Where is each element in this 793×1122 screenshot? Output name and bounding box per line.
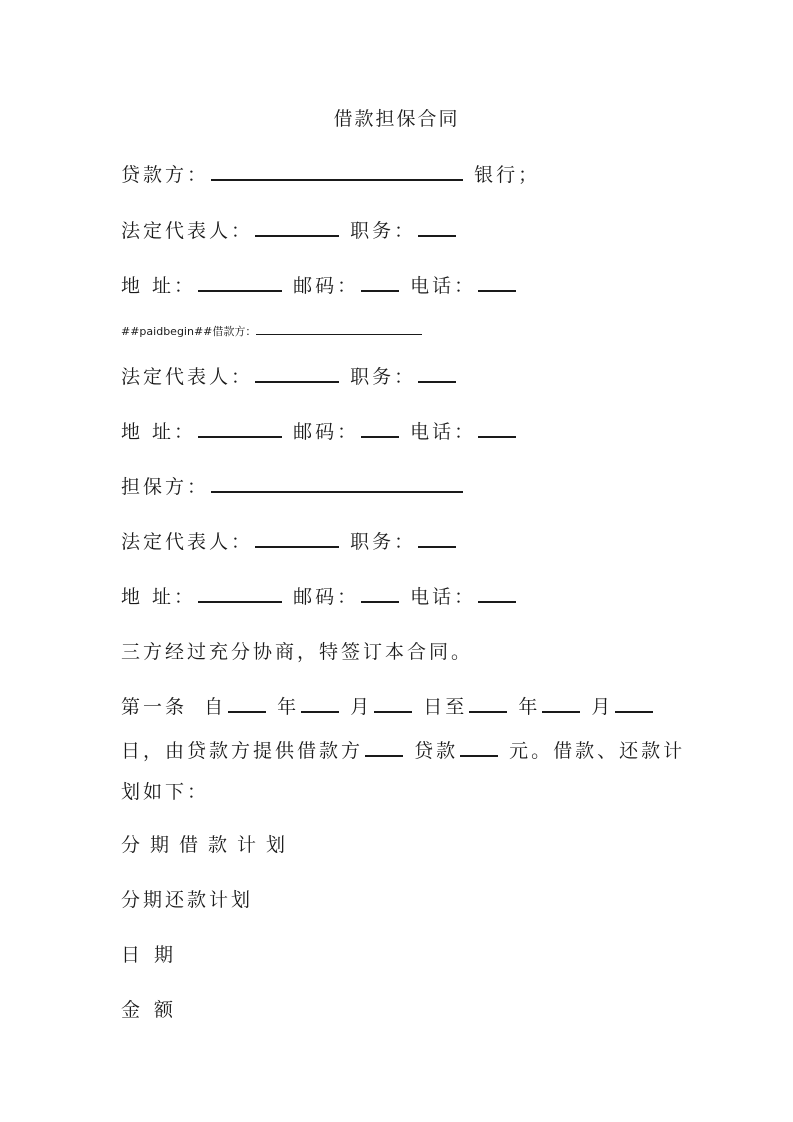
article-1-line-2	[121, 736, 685, 763]
legal-rep-blank[interactable]	[255, 221, 339, 237]
start-month-blank[interactable]	[301, 697, 339, 713]
legal-rep-blank[interactable]	[255, 532, 339, 548]
phone-label: 电话：	[410, 421, 477, 443]
phone-label: 电话：	[410, 586, 477, 608]
address-blank[interactable]	[198, 587, 282, 603]
article-1-line-1	[121, 692, 655, 719]
guarantor-name-blank[interactable]	[211, 477, 463, 493]
legal-rep-label: 法定代表人：	[121, 366, 254, 388]
lender-name-blank[interactable]	[211, 165, 463, 181]
start-year-blank[interactable]	[228, 697, 266, 713]
address-label: 地 址：	[121, 421, 197, 443]
lender-label: 贷款方：	[121, 164, 210, 186]
postcode-blank[interactable]	[361, 587, 399, 603]
phone-label: 电话：	[410, 275, 477, 297]
legal-rep-blank[interactable]	[255, 367, 339, 383]
borrower-label: ##paidbegin##借款方：	[121, 325, 257, 338]
page-title: 借款担保合同	[333, 108, 460, 130]
year-label: 年	[518, 696, 541, 718]
borrower-name-blank[interactable]	[256, 326, 422, 335]
address-blank[interactable]	[198, 422, 282, 438]
guarantor-line	[121, 472, 465, 499]
postcode-label: 邮码：	[293, 275, 360, 297]
position-label: 职务：	[350, 531, 417, 553]
article-1-text-a: 日，由贷款方提供借款方	[121, 740, 364, 762]
loan-amount-blank[interactable]	[460, 741, 498, 757]
start-day-blank[interactable]	[374, 697, 412, 713]
legal-rep-label: 法定代表人：	[121, 220, 254, 242]
address-blank[interactable]	[198, 276, 282, 292]
month-label: 月	[591, 696, 614, 718]
article-1-text-b: 贷款	[414, 740, 459, 762]
day-to-label: 日至	[423, 696, 468, 718]
agreement-paragraph: 三方经过充分协商，特签订本合同。	[121, 641, 474, 663]
lender-line	[121, 160, 540, 187]
end-month-blank[interactable]	[542, 697, 580, 713]
phone-blank[interactable]	[478, 276, 516, 292]
position-blank[interactable]	[418, 532, 456, 548]
borrower-address-line	[121, 417, 518, 444]
postcode-blank[interactable]	[361, 422, 399, 438]
month-label: 月	[350, 696, 373, 718]
article-1-text-c: 元。借款、还款计	[509, 740, 686, 762]
postcode-label: 邮码：	[293, 421, 360, 443]
guarantor-address-line	[121, 582, 518, 609]
position-blank[interactable]	[418, 221, 456, 237]
address-label: 地 址：	[121, 275, 197, 297]
position-label: 职务：	[350, 220, 417, 242]
guarantor-label: 担保方：	[121, 476, 210, 498]
date-column-label: 日期	[121, 944, 188, 966]
borrower-legal-rep-line	[121, 362, 458, 389]
guarantor-legal-rep-line	[121, 527, 458, 554]
postcode-blank[interactable]	[361, 276, 399, 292]
article-1-label: 第一条	[121, 696, 188, 718]
borrower-blank[interactable]	[365, 741, 403, 757]
end-year-blank[interactable]	[469, 697, 507, 713]
lender-address-line	[121, 271, 518, 298]
article-1-line-3: 划如下：	[121, 781, 210, 803]
from-label: 自	[204, 696, 227, 718]
end-day-blank[interactable]	[615, 697, 653, 713]
phone-blank[interactable]	[478, 587, 516, 603]
borrow-plan-heading: 分期借款计划	[121, 834, 296, 856]
bank-suffix: 银行；	[474, 164, 541, 186]
amount-column-label: 金额	[121, 999, 188, 1021]
legal-rep-label: 法定代表人：	[121, 531, 254, 553]
repay-plan-heading: 分期还款计划	[121, 889, 254, 911]
position-label: 职务：	[350, 366, 417, 388]
year-label: 年	[277, 696, 300, 718]
lender-legal-rep-line	[121, 216, 458, 243]
borrower-line	[121, 323, 422, 339]
position-blank[interactable]	[418, 367, 456, 383]
phone-blank[interactable]	[478, 422, 516, 438]
postcode-label: 邮码：	[293, 586, 360, 608]
address-label: 地 址：	[121, 586, 197, 608]
